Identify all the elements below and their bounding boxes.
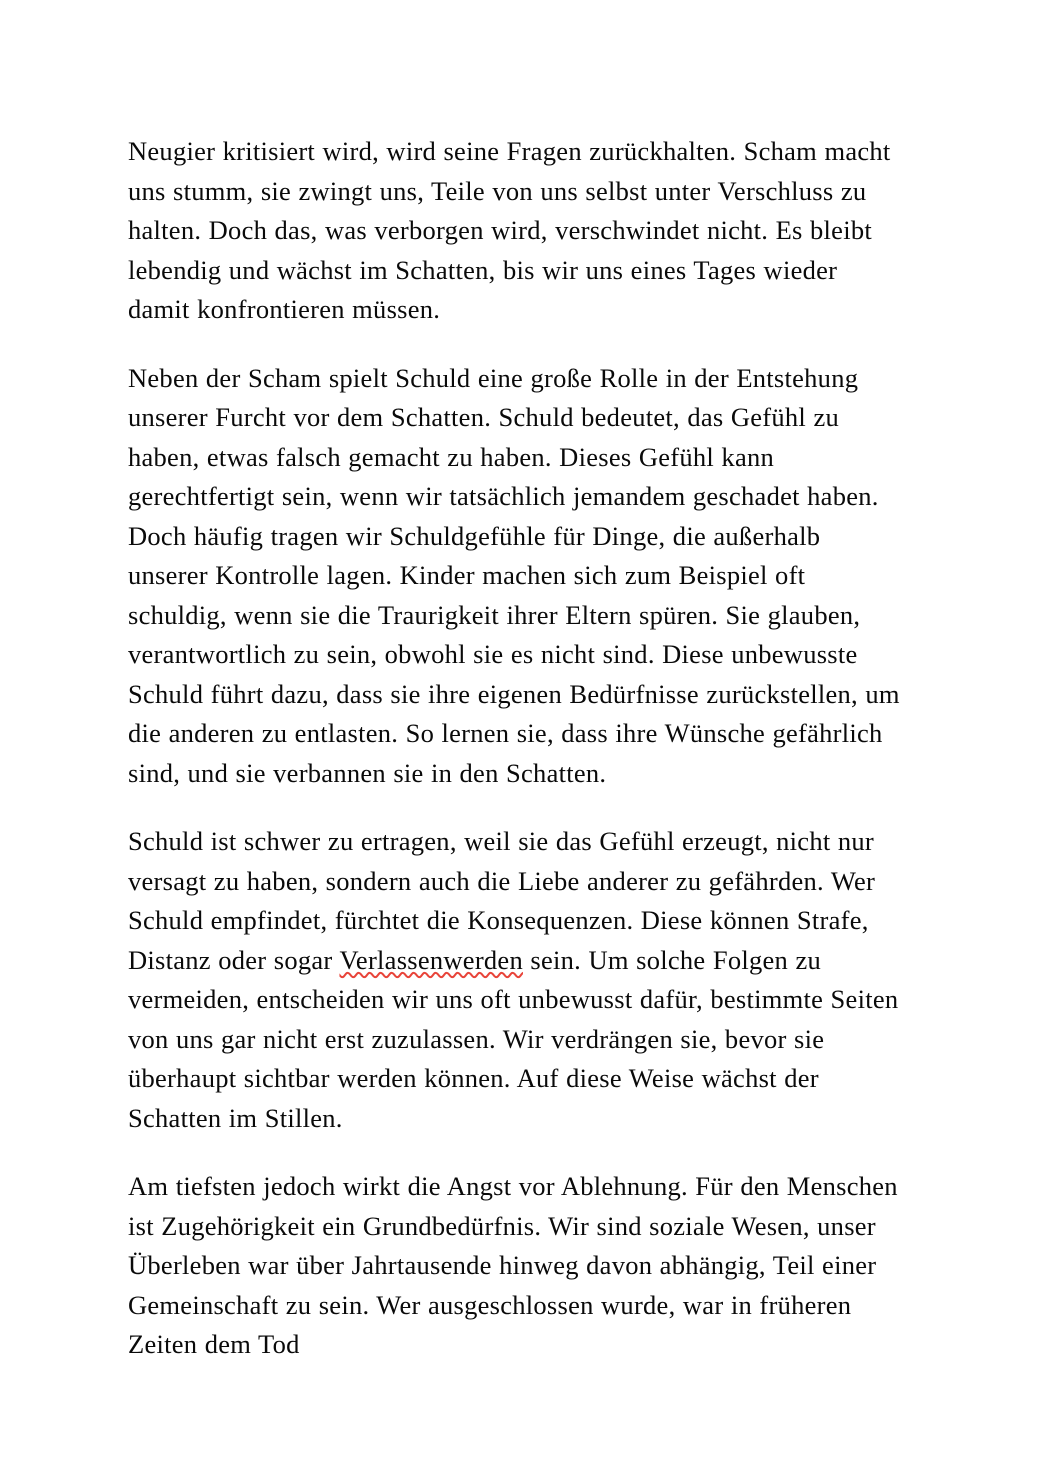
paragraph-1: Neugier kritisiert wird, wird seine Fragen zurückhalten. Scham macht uns stumm, sie zwingt uns, Teile von uns selbst unter Verschluss zu halten. Doch das, was verborgen wird, verschwindet nicht. Es bleibt lebendig und wächst im Schatten, bis wir uns eines Tages wieder damit konfrontieren müssen. bbox=[128, 136, 891, 324]
spellcheck-flagged-word[interactable]: Verlassenwerden bbox=[339, 944, 523, 975]
paragraph-3 bbox=[128, 822, 900, 1138]
document-text-column bbox=[128, 132, 900, 1365]
paragraph-3-segment-before: Schuld ist schwer zu ertragen, weil sie das Gefühl erzeugt, nicht nur versagt zu haben, sondern auch die Liebe anderer zu gefährden. Wer Schuld empfindet, fürchtet die Konsequenzen. Diese können Strafe, Distanz oder sogar bbox=[128, 826, 876, 975]
paragraph-3-segment-after: sein. Um solche Folgen zu vermeiden, entscheiden wir uns oft unbewusst dafür, bestimmte Seiten von uns gar nicht erst zuzulassen. Wir verdrängen sie, bevor sie überhaupt sichtbar werden können. Auf diese Weise wächst der Schatten im Stillen. bbox=[128, 944, 899, 1133]
paragraph-2: Neben der Scham spielt Schuld eine große Rolle in der Entstehung unserer Furcht vor dem Schatten. Schuld bedeutet, das Gefühl zu haben, etwas falsch gemacht zu haben. Dieses Gefühl kann gerechtfertigt sein, wenn wir tatsächlich jemandem geschadet haben. Doch häufig tragen wir Schuldgefühle für Dinge, die außerhalb unserer Kontrolle lagen. Kinder machen sich zum Beispiel oft schuldig, wenn sie die Traurigkeit ihrer Eltern spüren. Sie glauben, verantwortlich zu sein, obwohl sie es nicht sind. Diese unbewusste Schuld führt dazu, dass sie ihre eigenen Bedürfnisse zurückstellen, um die anderen zu entlasten. So lernen sie, dass ihre Wünsche gefährlich sind, und sie verbannen sie in den Schatten. bbox=[128, 362, 900, 788]
paragraph-4: Am tiefsten jedoch wirkt die Angst vor Ablehnung. Für den Menschen ist Zugehörigkeit ein Grundbedürfnis. Wir sind soziale Wesen, unser Überleben war über Jahrtausende hinweg davon abhängig, Teil einer Gemeinschaft zu sein. Wer ausgeschlossen wurde, war in früheren Zeiten dem Tod bbox=[128, 1171, 898, 1359]
